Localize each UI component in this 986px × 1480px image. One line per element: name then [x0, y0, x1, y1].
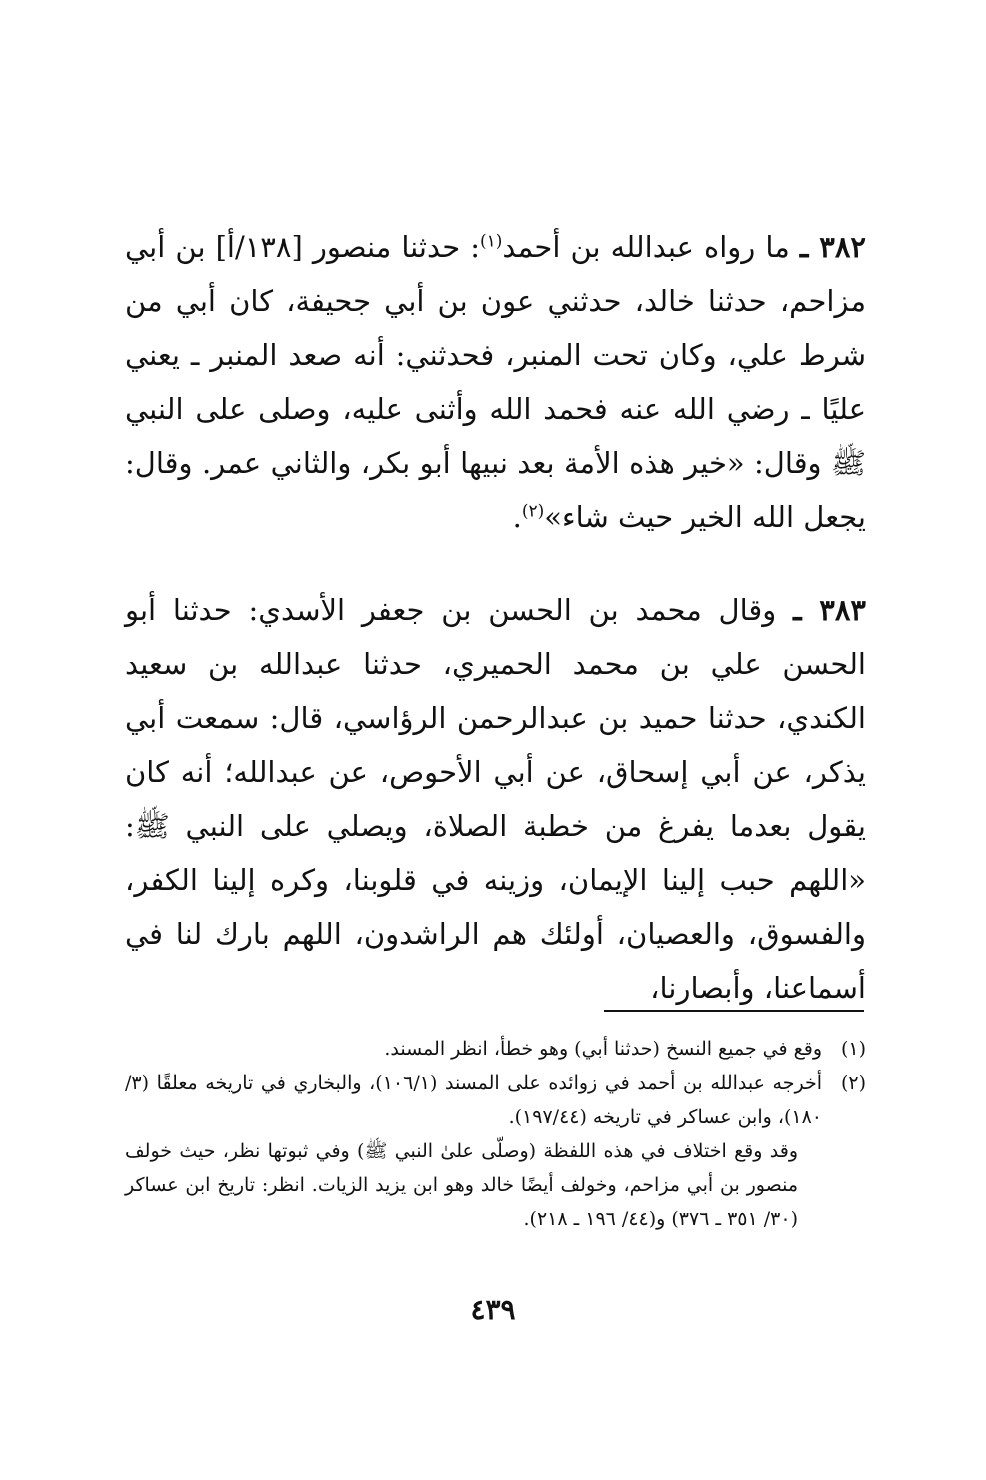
paragraph-383-text: وقال محمد بن الحسن بن جعفر الأسدي: حدثنا أبو الحسن علي بن محمد الحميري، حدثنا عبدالله بن سعيد الكندي، حدثنا حميد بن عبدالرحمن الرؤاسي، قال: سمعت أبي يذكر، عن أبي إسحاق، عن أبي الأحوص، عن عبدالله؛ أنه كان يقول بعدما يفرغ من خطبة الصلاة، ويصلي على النبي ﷺ: «اللهم حبب إلينا الإيمان، وزينه في قلوبنا، وكره إلينا الكفر، والفسوق، والعصيان، أولئك هم الراشدون، اللهم بارك لنا في أسماعنا، وأبصارنا، — [125, 593, 866, 1005]
paragraph-382 — [125, 220, 866, 544]
footnote-1-number: (١) — [840, 1038, 866, 1060]
footnote-1 — [125, 1032, 866, 1066]
footnotes-section — [125, 1032, 866, 1236]
footnote-2-number: (٢) — [840, 1072, 866, 1094]
paragraph-382-text-3: . — [512, 500, 522, 534]
paragraph-382-text-1: ما رواه عبدالله بن أحمد — [502, 230, 800, 264]
footnote-2-continuation: وقد وقع اختلاف في هذه اللفظة (وصلّى علىٰ النبي ﷺ) وفي ثبوتها نظر، حيث خولف منصور بن أبي مزاحم، وخولف أيضًا خالد وهو ابن يزيد الزيات. انظر: تاريخ ابن عساكر (٣٠/ ٣٥١ ـ ٣٧٦) و(٤٤/ ١٩٦ ـ ٢١٨). — [125, 1140, 798, 1230]
footnote-separator — [604, 1010, 864, 1012]
page-number: ٤٣٩ — [470, 1293, 516, 1326]
footnote-2 — [125, 1066, 866, 1236]
paragraph-382-text-2: : حدثنا منصور [١٣٨/أ] بن أبي مزاحم، حدثنا خالد، حدثني عون بن أبي جحيفة، كان أبي من شرط علي، وكان تحت المنبر، فحدثني: أنه صعد المنبر ـ يعني عليًا ـ رضي الله عنه فحمد الله وأثنى عليه، وصلى على النبي ﷺ وقال: «خير هذه الأمة بعد نبيها أبو بكر، والثاني عمر. وقال: يجعل الله الخير حيث شاء» — [125, 230, 866, 534]
entry-number-382: ٣٨٢ ـ — [799, 230, 866, 264]
footnote-2-body — [125, 1066, 822, 1236]
entry-number-383: ٣٨٣ ـ — [793, 593, 866, 627]
footnote-2-text: أخرجه عبدالله بن أحمد في زوائده على المسند (١٠٦/١)، والبخاري في تاريخه معلقًا (٣/ ١٨٠)، وابن عساكر في تاريخه (١٩٧/٤٤). — [125, 1072, 822, 1128]
paragraph-383 — [125, 583, 866, 1015]
footnote-ref-2: (٢) — [521, 501, 545, 522]
footnote-1-text: وقع في جميع النسخ (حدثنا أبي) وهو خطأ، انظر المسند. — [384, 1038, 822, 1060]
footnote-ref-1: (١) — [479, 231, 503, 252]
